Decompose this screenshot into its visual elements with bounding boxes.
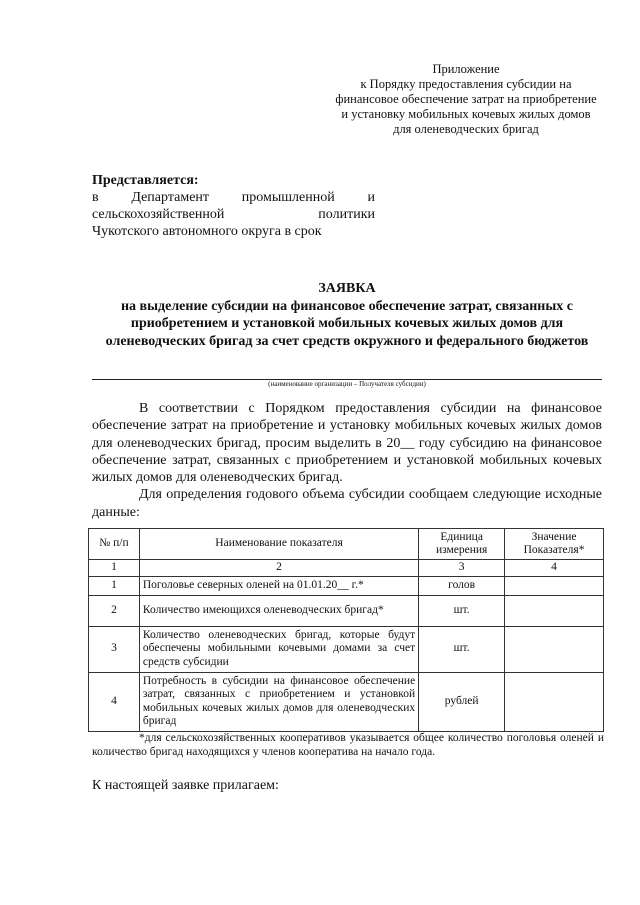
submission-heading: Представляется: xyxy=(92,173,199,188)
header-cell: Наименование показателя xyxy=(139,529,418,560)
indicator-unit: голов xyxy=(419,576,505,595)
appendix-line: к Порядку предоставления субсидии на xyxy=(360,77,572,91)
table-row xyxy=(89,626,604,672)
header-cell: Единица измерения xyxy=(419,529,505,560)
submission-line: сельскохозяйственной политики xyxy=(92,207,375,222)
indicator-name: Потребность в субсидии на финансовое обеспечение затрат, связанных с приобретением и установкой мобильных кочевых жилых домов для оленеводческих бригад xyxy=(139,672,418,731)
table-footnote: *для сельскохозяйственных кооперативов указывается общее количество поголовья оленей и количество бригад находящихся у членов кооператива на начало года. xyxy=(92,732,604,758)
title-subtitle: на выделение субсидии на финансовое обеспечение затрат, связанных с приобретением и установкой мобильных кочевых жилых домов для оленеводческих бригад за счет средств окружного и федерального бюджетов xyxy=(105,298,589,349)
appendix-line: для оленеводческих бригад xyxy=(393,122,539,136)
appendix-block xyxy=(326,62,606,137)
indicator-name: Количество имеющихся оленеводческих бригад* xyxy=(139,595,418,626)
indicator-name: Количество оленеводческих бригад, которые будут обеспечены мобильными кочевыми домами за счет средств субсидии xyxy=(139,626,418,672)
table-column-numbers-row xyxy=(89,560,604,577)
appendix-line: и установку мобильных кочевых жилых домов xyxy=(341,107,591,121)
indicator-value[interactable] xyxy=(505,626,604,672)
row-number: 3 xyxy=(89,626,140,672)
row-number: 4 xyxy=(89,672,140,731)
request-paragraph: В соответствии с Порядком предоставления субсидии на финансовое обеспечение затрат на приобретение и установку мобильных кочевых жилых домов для оленеводческих бригад, просим выделить в 20__ году субсидию на финансовое обеспечение затрат, связанных с приобретением и установкой мобильных кочевых жилых домов для оленеводческих бригад. xyxy=(92,401,602,486)
table-row xyxy=(89,576,604,595)
indicators-table xyxy=(88,528,604,732)
column-number-cell: 4 xyxy=(505,560,604,577)
header-cell: № п/п xyxy=(89,529,140,560)
column-number-cell: 3 xyxy=(419,560,505,577)
submission-line: Чукотского автономного округа в срок xyxy=(92,224,322,239)
document-title xyxy=(92,280,602,350)
request-text xyxy=(92,400,602,521)
submission-line: в Департамент промышленной и xyxy=(92,190,375,205)
indicator-value[interactable] xyxy=(505,576,604,595)
column-number-cell: 2 xyxy=(139,560,418,577)
appendix-line: Приложение xyxy=(432,62,500,76)
row-number: 1 xyxy=(89,576,140,595)
indicator-unit: шт. xyxy=(419,595,505,626)
table-row xyxy=(89,672,604,731)
submission-block xyxy=(92,172,375,240)
table-header-row xyxy=(89,529,604,560)
column-number-cell: 1 xyxy=(89,560,140,577)
organization-caption: (наименование организации – Получателя субсидии) xyxy=(268,380,426,388)
indicator-value[interactable] xyxy=(505,595,604,626)
attachments-heading: К настоящей заявке прилагаем: xyxy=(92,778,279,793)
header-cell: Значение Показателя* xyxy=(505,529,604,560)
title-main: ЗАЯВКА xyxy=(318,281,376,296)
indicator-value[interactable] xyxy=(505,672,604,731)
table-row xyxy=(89,595,604,626)
indicator-unit: шт. xyxy=(419,626,505,672)
request-paragraph: Для определения годового объема субсидии сообщаем следующие исходные данные: xyxy=(92,487,602,520)
row-number: 2 xyxy=(89,595,140,626)
appendix-line: финансовое обеспечение затрат на приобретение xyxy=(335,92,597,106)
indicator-name: Поголовье северных оленей на 01.01.20__ г.* xyxy=(139,576,418,595)
indicator-unit: рублей xyxy=(419,672,505,731)
